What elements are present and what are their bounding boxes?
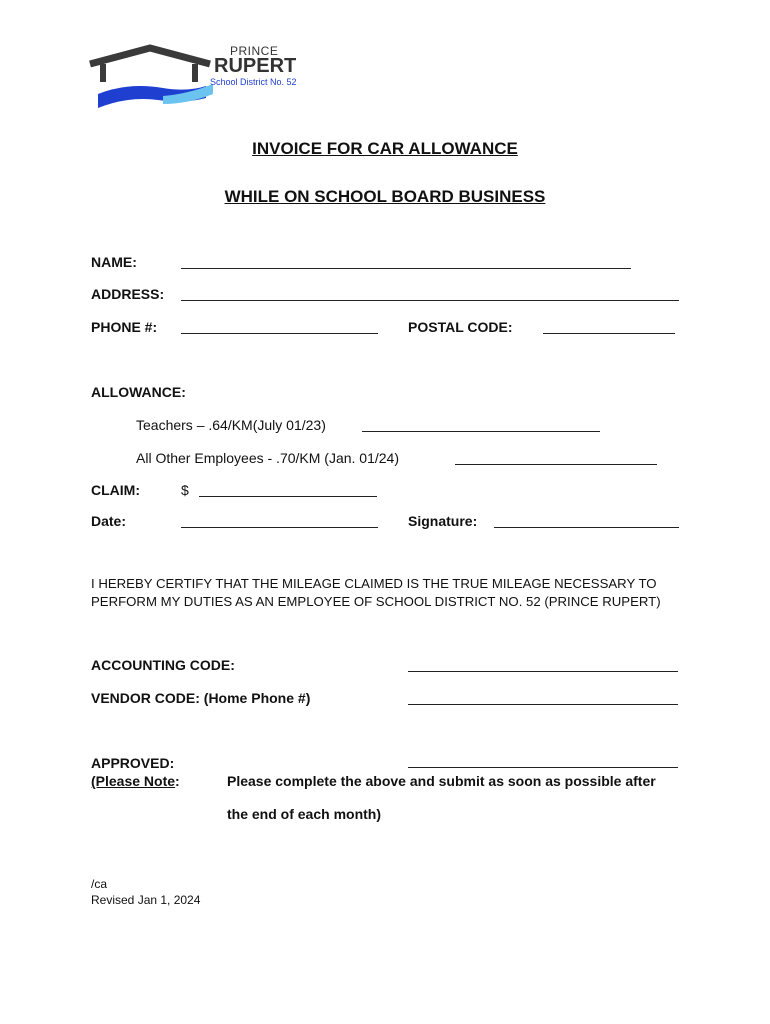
logo-district: School District No. 52 xyxy=(210,77,297,87)
please-note-text-line2: the end of each month) xyxy=(227,806,381,822)
signature-label: Signature: xyxy=(408,513,478,529)
phone-field[interactable] xyxy=(181,333,378,334)
accounting-code-field[interactable] xyxy=(408,671,678,672)
accounting-code-label: ACCOUNTING CODE: xyxy=(91,657,235,673)
claim-label: CLAIM: xyxy=(91,482,140,498)
phone-label: PHONE #: xyxy=(91,319,158,335)
teachers-rate-label: Teachers – .64/KM(July 01/23) xyxy=(136,417,326,433)
teachers-rate-field[interactable] xyxy=(362,431,600,432)
approved-label: APPROVED: xyxy=(91,755,175,771)
title-line1: INVOICE FOR CAR ALLOWANCE xyxy=(252,139,518,158)
footer-revised: Revised Jan 1, 2024 xyxy=(91,893,201,907)
date-label: Date: xyxy=(91,513,127,529)
address-field[interactable] xyxy=(181,300,679,301)
signature-field[interactable] xyxy=(494,527,679,528)
vendor-code-field[interactable] xyxy=(408,704,678,705)
please-note-label: (Please Note: xyxy=(91,773,180,789)
name-field[interactable] xyxy=(181,268,631,269)
other-employees-rate-field[interactable] xyxy=(455,464,657,465)
footer-initials: /ca xyxy=(91,877,108,891)
certify-line2: PERFORM MY DUTIES AS AN EMPLOYEE OF SCHOOL DISTRICT NO. 52 (PRINCE RUPERT) xyxy=(91,594,661,609)
claim-currency: $ xyxy=(181,482,189,498)
logo xyxy=(88,44,318,114)
date-field[interactable] xyxy=(181,527,378,528)
claim-field[interactable] xyxy=(199,496,377,497)
logo-rupert: RUPERT xyxy=(214,55,297,77)
school-roof-wave-icon xyxy=(88,44,218,112)
name-label: NAME: xyxy=(91,254,137,270)
please-note-text-line1: Please complete the above and submit as soon as possible after xyxy=(227,773,656,789)
postal-code-label: POSTAL CODE: xyxy=(408,319,513,335)
certify-line1: I HEREBY CERTIFY THAT THE MILEAGE CLAIMED IS THE TRUE MILEAGE NECESSARY TO xyxy=(91,576,657,591)
logo-prince: PRINCE xyxy=(230,44,279,58)
vendor-code-label: VENDOR CODE: (Home Phone #) xyxy=(91,690,311,706)
postal-code-field[interactable] xyxy=(543,333,675,334)
approved-field[interactable] xyxy=(408,767,678,768)
allowance-heading: ALLOWANCE: xyxy=(91,384,186,400)
title-line2: WHILE ON SCHOOL BOARD BUSINESS xyxy=(224,187,546,206)
other-employees-rate-label: All Other Employees - .70/KM (Jan. 01/24) xyxy=(136,450,399,466)
address-label: ADDRESS: xyxy=(91,286,165,302)
